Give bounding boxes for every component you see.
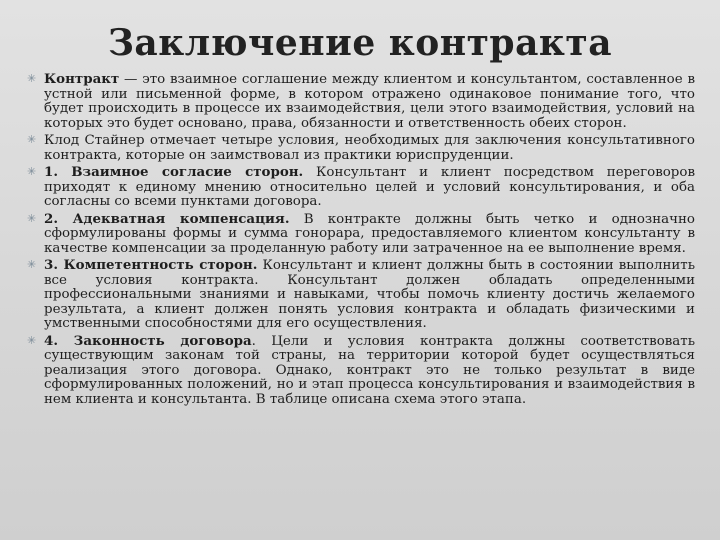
bullet-text: Консультант и клиент должны быть в состоянии выполнить все условия контракта. Консультант должен обладать определенными профессиональными знаниями и навыками, чтобы помочь клиенту достичь желаемого результата, а клиент должен понять условия контракта и обладать физическими и умственными способностями для его осуществления.: [44, 258, 695, 331]
slide-title: Заключение контракта: [107, 22, 613, 64]
bullet-list: [27, 72, 695, 409]
bullet-lead: 1. Взаимное согласие сторон.: [44, 164, 304, 180]
bullet-text: . Цели и условия контракта должны соответствовать существующим законам той страны, на территории которой будет осуществляться реализация этого договора. Однако, контракт это не только результат в виде сформулированных положений, но и этап процесса консультирования и взаимодействия в нем клиента и консультанта. В таблице описана схема этого этапа.: [44, 333, 695, 407]
bullet-text: В контракте должны быть четко и однозначно сформулированы формы и сумма гонорара, предоставляемого клиентом консультанту в качестве компенсации за проделанную работу или затраченное на ее выполнение время.: [44, 211, 695, 256]
bullet-text: — это взаимное соглашение между клиентом и консультантом, составленное в устной или письменной форме, в котором отражено одинаковое понимание того, что будет происходить в процессе их взаимодействия, цели этого взаимодействия, условий на которых это будет основано, права, обязанности и ответственность обеих сторон.: [44, 72, 695, 131]
bullet-lead: 4. Законность договора: [44, 332, 252, 349]
bullet-item: [27, 258, 695, 332]
bullet-item: [27, 165, 695, 210]
bullet-item: [27, 133, 695, 163]
bullet-text: Консультант и клиент посредством переговоров приходят к единому мнению относительно целей и условий консультирования, и оба согласны со всеми пунктами договора.: [44, 165, 695, 209]
bullet-lead: Контракт: [44, 71, 120, 87]
star-icon: ✳: [27, 333, 37, 347]
star-icon: ✳: [27, 72, 37, 85]
star-icon: ✳: [27, 165, 37, 178]
bullet-lead: 2. Адекватная компенсация.: [44, 210, 290, 227]
star-icon: ✳: [27, 211, 37, 225]
bullet-item: [27, 212, 695, 257]
star-icon: ✳: [27, 133, 37, 146]
bullet-text: Клод Стайнер отмечает четыре условия, необходимых для заключения консультативного контракта, которые он заимствовал из практики юриспруденции.: [44, 133, 695, 163]
bullet-lead: 3. Компетентность сторон.: [44, 257, 258, 273]
bullet-item: [27, 334, 695, 408]
bullet-item: [27, 72, 695, 131]
star-icon: ✳: [27, 258, 37, 271]
